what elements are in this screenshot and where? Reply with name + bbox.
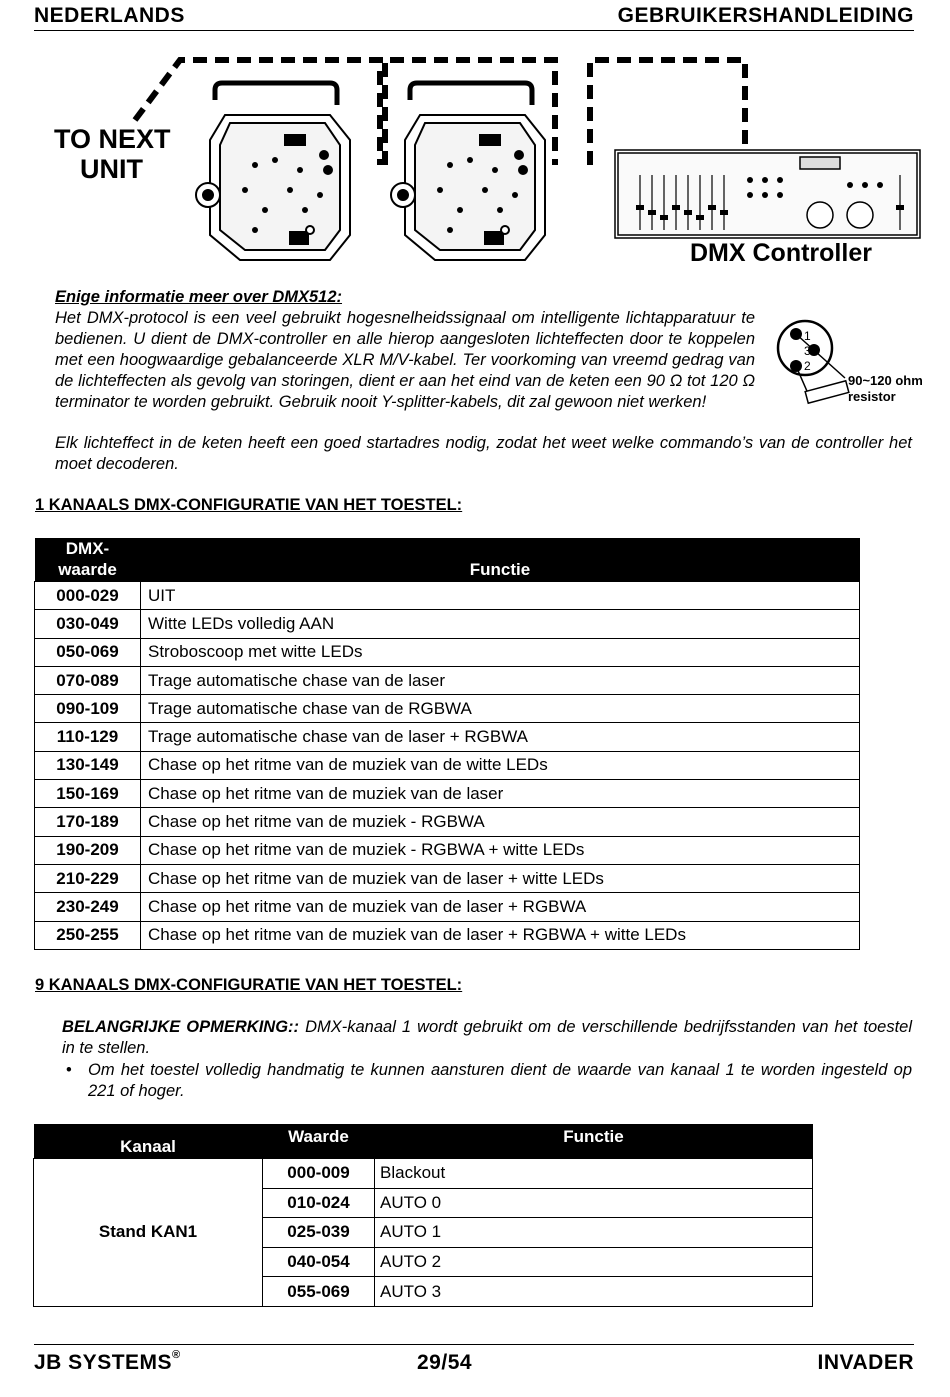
col-header-waarde: Waarde [263, 1124, 375, 1159]
dmx-value-cell: 130-149 [35, 751, 141, 779]
function-cell: Chase op het ritme van de muziek van de laser + witte LEDs [141, 864, 860, 892]
table-row [35, 780, 860, 808]
function-cell: Chase op het ritme van de muziek van de laser [141, 780, 860, 808]
header-doc-title: GEBRUIKERSHANDLEIDING [617, 4, 914, 27]
dmx-1ch-table [34, 538, 860, 950]
function-cell: Chase op het ritme van de muziek - RGBWA [141, 808, 860, 836]
table-row [35, 836, 860, 864]
important-note [62, 1017, 912, 1059]
waarde-cell: 000-009 [263, 1159, 375, 1189]
next-unit-label-2: UNIT [80, 154, 143, 184]
section-1-title: 1 KANAALS DMX-CONFIGURATIE VAN HET TOESTEL: [35, 496, 463, 514]
function-cell: Trage automatische chase van de laser + RGBWA [141, 723, 860, 751]
waarde-cell: 040-054 [263, 1247, 375, 1277]
functie-cell: AUTO 0 [375, 1188, 813, 1218]
kanaal-cell: Stand KAN1 [34, 1159, 263, 1307]
note-label: BELANGRIJKE OPMERKING:: [62, 1018, 300, 1036]
function-cell: Stroboscoop met witte LEDs [141, 638, 860, 666]
info-body: Het DMX-protocol is een veel gebruikt hogesnelheidssignaal om intelligente lichtapparatuur te bedienen. U dient de DMX-controller en alle hierop aangesloten lichteffecten door te koppelen met een hoogwaardige gebalanceerde XLR M/V-kabel. Ter voorkoming van vreemd gedrag van de lichteffecten als gevolg van storingen, dient er aan het eind van de keten een 90 Ω tot 120 Ω terminator te worden gebruikt. Gebruik nooit Y-splitter-kabels, dit zal gewoon niet werken! [55, 309, 755, 411]
waarde-cell: 010-024 [263, 1188, 375, 1218]
dmx-value-cell: 090-109 [35, 695, 141, 723]
function-cell: UIT [141, 582, 860, 610]
table-row [35, 808, 860, 836]
col-header-function: Functie [141, 538, 860, 582]
xlr-terminator-diagram [770, 318, 940, 418]
function-cell: Chase op het ritme van de muziek van de laser + RGBWA [141, 893, 860, 921]
dmx512-info [55, 287, 755, 413]
functie-cell: AUTO 1 [375, 1218, 813, 1248]
function-cell: Chase op het ritme van de muziek van de laser + RGBWA + witte LEDs [141, 921, 860, 949]
section-9-title: 9 KANAALS DMX-CONFIGURATIE VAN HET TOESTEL: [35, 976, 463, 994]
resistor-label-2: resistor [848, 389, 896, 404]
footer-product: INVADER [817, 1351, 914, 1374]
info-body-2: Elk lichteffect in de keten heeft een goed startadres nodig, zodat het weet welke commando’s van de controller het moet decoderen. [55, 434, 912, 473]
footer-page-number: 29/54 [417, 1351, 473, 1374]
table-row [35, 695, 860, 723]
xlr-pin-2-label: 2 [804, 359, 811, 373]
registered-mark: ® [172, 1349, 181, 1361]
note-text: DMX-kanaal 1 wordt gebruikt om de verschillende bedrijfsstanden van het toestel in te stellen. [62, 1018, 913, 1057]
function-cell: Trage automatische chase van de laser [141, 666, 860, 694]
table-row [35, 582, 860, 610]
info-title: Enige informatie meer over DMX512: [55, 288, 343, 306]
resistor-symbol [805, 381, 849, 403]
table-row [35, 723, 860, 751]
dmx-value-cell: 110-129 [35, 723, 141, 751]
functie-cell: AUTO 3 [375, 1277, 813, 1307]
dmx-wiring-diagram [40, 45, 930, 280]
page-header [34, 4, 914, 31]
xlr-pin-1-label: 1 [804, 329, 811, 343]
function-cell: Trage automatische chase van de RGBWA [141, 695, 860, 723]
dmx-9ch-table [33, 1124, 813, 1307]
table-row [35, 638, 860, 666]
bullet-text: Om het toestel volledig handmatig te kunnen aansturen dient de waarde van kanaal 1 te worden ingesteld op 221 of hoger. [88, 1061, 912, 1100]
table-row [34, 1159, 813, 1189]
col-header-kanaal: Kanaal [34, 1124, 263, 1159]
resistor-label-1: 90~120 ohm [848, 373, 923, 388]
dmx-value-cell: 230-249 [35, 893, 141, 921]
table-row [35, 893, 860, 921]
bullet-dot-icon: • [66, 1061, 72, 1079]
dmx-value-cell: 250-255 [35, 921, 141, 949]
table-row [35, 751, 860, 779]
waarde-cell: 025-039 [263, 1218, 375, 1248]
dmx-value-cell: 150-169 [35, 780, 141, 808]
function-cell: Chase op het ritme van de muziek - RGBWA + witte LEDs [141, 836, 860, 864]
next-unit-label-1: TO NEXT [54, 124, 171, 154]
dmx-value-cell: 190-209 [35, 836, 141, 864]
footer-brand: JB SYSTEMS® [34, 1349, 181, 1374]
dmx-value-cell: 210-229 [35, 864, 141, 892]
dmx-value-cell: 050-069 [35, 638, 141, 666]
function-cell: Witte LEDs volledig AAN [141, 610, 860, 638]
dmx-controller-label: DMX Controller [690, 239, 872, 267]
dmx-value-cell: 070-089 [35, 666, 141, 694]
light-unit-1 [196, 83, 350, 260]
functie-cell: AUTO 2 [375, 1247, 813, 1277]
dmx-value-cell: 030-049 [35, 610, 141, 638]
table-row [35, 610, 860, 638]
dmx-value-cell: 000-029 [35, 582, 141, 610]
table-row [35, 666, 860, 694]
waarde-cell: 055-069 [263, 1277, 375, 1307]
header-language: NEDERLANDS [34, 4, 185, 27]
light-unit-2 [391, 83, 545, 260]
table-row [35, 864, 860, 892]
dmx-value-cell: 170-189 [35, 808, 141, 836]
table-row [35, 921, 860, 949]
col-header-dmx-value: DMX- waarde [35, 538, 141, 582]
xlr-pin-3-label: 3 [804, 344, 811, 358]
functie-cell: Blackout [375, 1159, 813, 1189]
bullet-item [62, 1060, 912, 1102]
function-cell: Chase op het ritme van de muziek van de witte LEDs [141, 751, 860, 779]
col-header-functie: Functie [375, 1124, 813, 1159]
page-footer [34, 1344, 914, 1375]
